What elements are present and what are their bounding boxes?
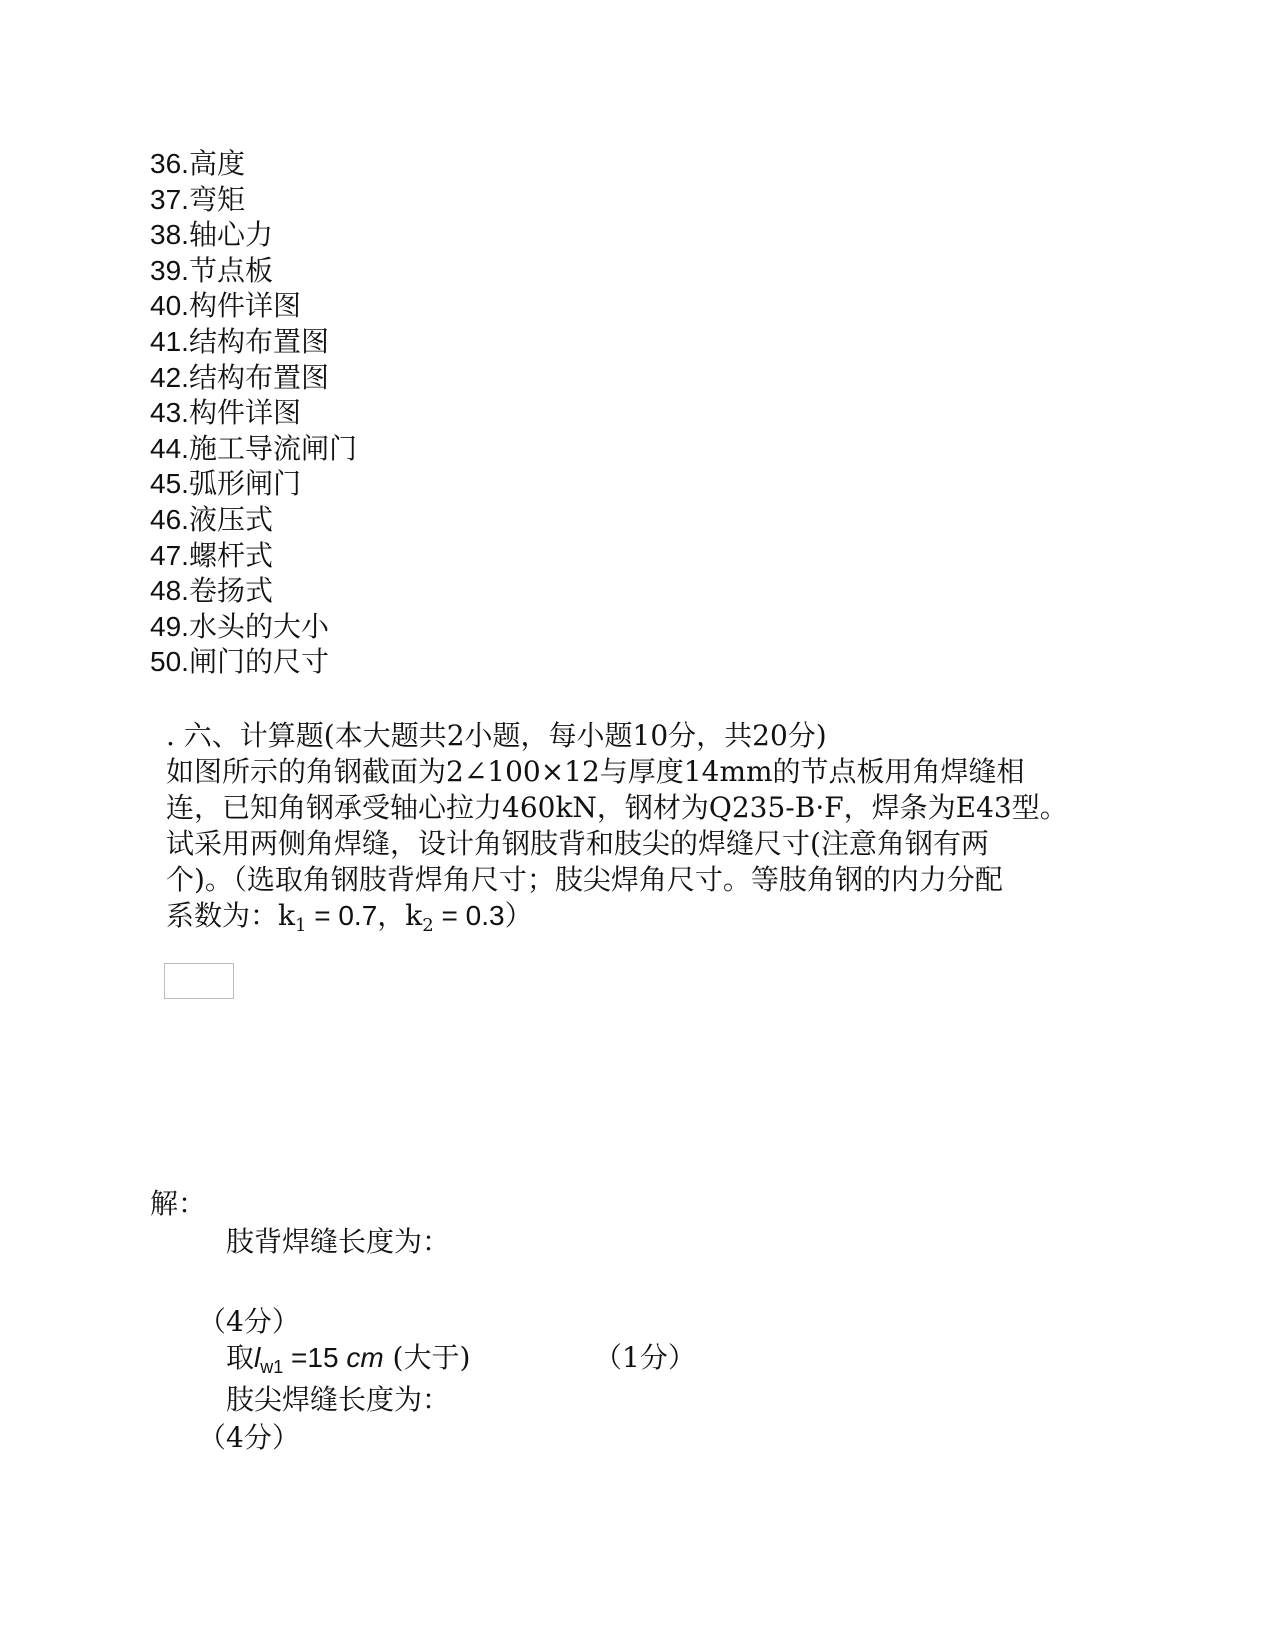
problem-line-3: 试采用两侧角焊缝，设计角钢肢背和肢尖的焊缝尺寸(注意角钢有两 <box>166 827 989 860</box>
answer-text: 螺杆式 <box>188 538 273 572</box>
lw-note: (大于) <box>383 1341 471 1374</box>
list-item <box>150 573 357 609</box>
list-item <box>150 288 357 324</box>
list-item <box>150 217 357 253</box>
answer-number: 39. <box>150 254 189 286</box>
list-item <box>150 182 357 218</box>
calculation-section <box>166 718 1116 934</box>
k2-value: = 0.3 <box>433 900 505 931</box>
answer-number: 46. <box>150 503 189 535</box>
answer-text: 结构布置图 <box>188 324 329 358</box>
answer-text: 高度 <box>188 147 245 180</box>
k1-value: = 0.7 <box>306 900 378 931</box>
answer-number: 40. <box>150 290 189 322</box>
back-weld-length-label: 肢背焊缝长度为： <box>226 1225 451 1258</box>
list-item <box>150 395 357 431</box>
coefficient-line <box>166 898 1116 934</box>
problem-line-2: 连，已知角钢承受轴心拉力460kN，钢材为Q235-B·F，焊条为E43型。 <box>166 791 1068 824</box>
list-item <box>150 538 357 574</box>
k1-subscript: 1 <box>294 915 307 936</box>
answer-number: 45. <box>150 468 189 500</box>
answer-text: 水头的大小 <box>188 609 329 643</box>
coef-suffix: ） <box>504 899 533 932</box>
list-item <box>150 360 357 396</box>
answer-text: 弧形闸门 <box>188 467 301 501</box>
lw-unit: cm <box>346 1342 384 1373</box>
score-4-second: （4分） <box>198 1421 300 1454</box>
score-1: （1分） <box>594 1341 696 1374</box>
k2-subscript: 2 <box>422 915 434 936</box>
lw-subscript: w1 <box>260 1357 284 1377</box>
answer-number: 36. <box>150 148 189 179</box>
answer-number: 49. <box>150 610 189 642</box>
answer-text: 施工导流闸门 <box>188 431 357 465</box>
score-4-first: （4分） <box>198 1305 300 1338</box>
answer-number: 42. <box>150 361 189 393</box>
problem-line-4: 个)。（选取角钢肢背焊角尺寸；肢尖焊角尺寸。等肢角钢的内力分配 <box>166 863 1003 896</box>
answer-text: 闸门的尺寸 <box>188 645 329 679</box>
answer-number: 43. <box>150 397 189 429</box>
k2-symbol: k <box>405 899 423 932</box>
section-heading: . 六、计算题(本大题共2小题，每小题10分，共20分) <box>166 719 827 752</box>
list-item <box>150 609 357 645</box>
take-prefix: 取 <box>226 1341 255 1374</box>
answer-text: 卷扬式 <box>188 574 273 608</box>
list-item <box>150 146 357 182</box>
coef-separator: ， <box>377 899 406 932</box>
answer-number: 38. <box>150 219 189 251</box>
answer-number: 37. <box>150 183 189 215</box>
solution-label: 解： <box>150 1187 207 1220</box>
problem-line-1: 如图所示的角钢截面为2∠100×12与厚度14mm的节点板用角焊缝相 <box>166 755 1025 788</box>
k1-symbol: k <box>278 899 295 932</box>
take-lw-line <box>226 1340 470 1376</box>
list-item <box>150 502 357 538</box>
answer-list <box>150 146 357 680</box>
lw-value: =15 <box>283 1342 347 1373</box>
answer-text: 弯矩 <box>188 182 245 216</box>
coef-prefix: 系数为： <box>166 899 279 932</box>
answer-text: 构件详图 <box>188 289 301 323</box>
answer-text: 轴心力 <box>188 218 273 252</box>
answer-text: 结构布置图 <box>188 360 329 394</box>
list-item <box>150 253 357 289</box>
answer-number: 47. <box>150 539 189 571</box>
list-item <box>150 644 357 680</box>
answer-text: 液压式 <box>188 502 273 536</box>
answer-number: 41. <box>150 325 189 357</box>
figure-placeholder <box>164 963 234 999</box>
lw-symbol: l <box>254 1342 261 1373</box>
answer-number: 44. <box>150 432 189 464</box>
list-item <box>150 466 357 502</box>
answer-number: 48. <box>150 575 189 607</box>
tip-weld-length-label: 肢尖焊缝长度为： <box>226 1383 451 1416</box>
list-item <box>150 431 357 467</box>
answer-text: 构件详图 <box>188 396 301 430</box>
list-item <box>150 324 357 360</box>
answer-number: 50. <box>150 646 189 678</box>
answer-text: 节点板 <box>188 253 273 287</box>
